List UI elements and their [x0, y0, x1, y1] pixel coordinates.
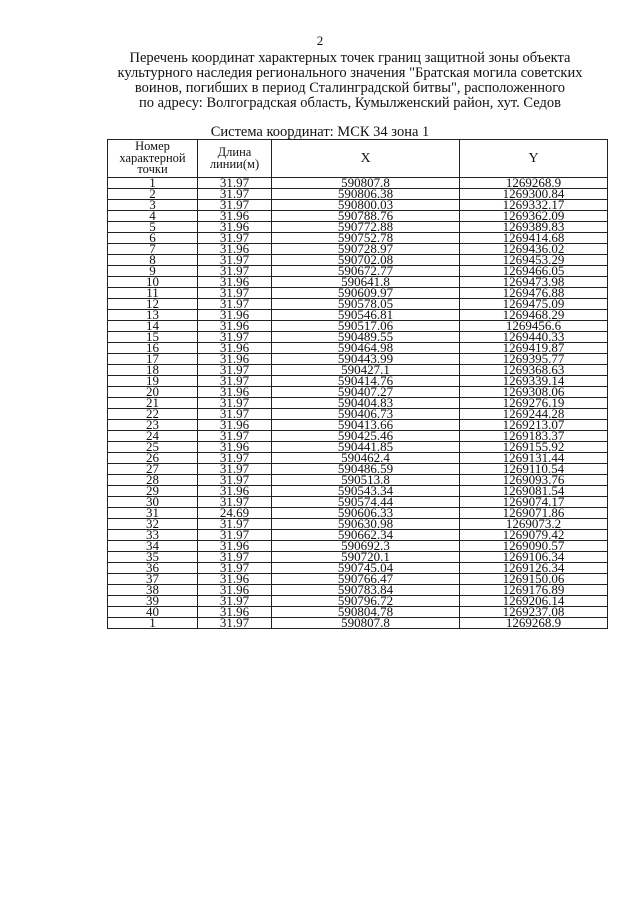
cell-line-length: 31.97	[198, 266, 272, 277]
cell-y: 1269476.88	[460, 288, 608, 299]
cell-line-length: 31.97	[198, 398, 272, 409]
cell-x: 590702.08	[272, 255, 460, 266]
cell-point-number: 19	[108, 376, 198, 387]
cell-line-length: 31.97	[198, 530, 272, 541]
cell-point-number: 10	[108, 277, 198, 288]
header-point-number: Номер характерной точки	[108, 140, 198, 178]
cell-y: 1269440.33	[460, 332, 608, 343]
table-row	[108, 574, 608, 585]
cell-x: 590752.78	[272, 233, 460, 244]
title-line: по адресу: Волгоградская область, Кумылженский район, хут. Седов	[139, 95, 561, 111]
cell-point-number: 34	[108, 541, 198, 552]
cell-point-number: 4	[108, 211, 198, 222]
cell-line-length: 31.97	[198, 618, 272, 629]
cell-line-length: 31.96	[198, 244, 272, 255]
cell-y: 1269110.54	[460, 464, 608, 475]
cell-y: 1269183.37	[460, 431, 608, 442]
cell-point-number: 2	[108, 189, 198, 200]
cell-point-number: 3	[108, 200, 198, 211]
cell-line-length: 31.96	[198, 222, 272, 233]
table-row	[108, 486, 608, 497]
cell-y: 1269419.87	[460, 343, 608, 354]
table-row	[108, 310, 608, 321]
cell-line-length: 31.96	[198, 486, 272, 497]
cell-y: 1269473.98	[460, 277, 608, 288]
cell-x: 590692.3	[272, 541, 460, 552]
cell-x: 590443.99	[272, 354, 460, 365]
table-row	[108, 442, 608, 453]
cell-line-length: 31.97	[198, 178, 272, 189]
cell-point-number: 35	[108, 552, 198, 563]
table-row	[108, 343, 608, 354]
cell-line-length: 31.96	[198, 354, 272, 365]
cell-point-number: 36	[108, 563, 198, 574]
table-row	[108, 519, 608, 530]
cell-line-length: 31.96	[198, 607, 272, 618]
table-row	[108, 354, 608, 365]
cell-line-length: 31.96	[198, 585, 272, 596]
cell-x: 590574.44	[272, 497, 460, 508]
cell-point-number: 16	[108, 343, 198, 354]
cell-y: 1269093.76	[460, 475, 608, 486]
cell-x: 590662.34	[272, 530, 460, 541]
cell-point-number: 15	[108, 332, 198, 343]
cell-point-number: 25	[108, 442, 198, 453]
cell-x: 590606.33	[272, 508, 460, 519]
cell-point-number: 1	[108, 178, 198, 189]
table-row	[108, 596, 608, 607]
table-row	[108, 233, 608, 244]
cell-point-number: 20	[108, 387, 198, 398]
table-row	[108, 464, 608, 475]
cell-line-length: 31.96	[198, 277, 272, 288]
title-line: Перечень координат характерных точек границ защитной зоны объекта	[129, 50, 571, 66]
cell-x: 590745.04	[272, 563, 460, 574]
cell-line-length: 31.97	[198, 431, 272, 442]
cell-line-length: 31.97	[198, 409, 272, 420]
cell-x: 590806.38	[272, 189, 460, 200]
cell-line-length: 31.96	[198, 541, 272, 552]
cell-point-number: 17	[108, 354, 198, 365]
cell-y: 1269276.19	[460, 398, 608, 409]
title-line: культурного наследия регионального значения "Братская могила советских	[117, 65, 583, 81]
cell-y: 1269436.02	[460, 244, 608, 255]
cell-x: 590630.98	[272, 519, 460, 530]
table-row	[108, 585, 608, 596]
cell-line-length: 31.97	[198, 453, 272, 464]
cell-y: 1269131.44	[460, 453, 608, 464]
table-row	[108, 453, 608, 464]
cell-x: 590406.73	[272, 409, 460, 420]
cell-point-number: 31	[108, 508, 198, 519]
cell-point-number: 38	[108, 585, 198, 596]
cell-point-number: 23	[108, 420, 198, 431]
cell-x: 590464.98	[272, 343, 460, 354]
cell-line-length: 31.97	[198, 299, 272, 310]
cell-y: 1269362.09	[460, 211, 608, 222]
table-row	[108, 200, 608, 211]
table-row	[108, 266, 608, 277]
cell-x: 590441.85	[272, 442, 460, 453]
document-title	[90, 51, 610, 111]
cell-line-length: 31.97	[198, 475, 272, 486]
cell-y: 1269308.06	[460, 387, 608, 398]
cell-x: 590413.66	[272, 420, 460, 431]
cell-point-number: 18	[108, 365, 198, 376]
cell-point-number: 39	[108, 596, 198, 607]
cell-y: 1269456.6	[460, 321, 608, 332]
cell-line-length: 31.96	[198, 420, 272, 431]
table-row	[108, 365, 608, 376]
table-row	[108, 530, 608, 541]
header-line-length: Длина линии(м)	[198, 140, 272, 178]
table-body	[108, 178, 608, 629]
cell-line-length: 31.97	[198, 376, 272, 387]
table-row	[108, 618, 608, 629]
table-row	[108, 321, 608, 332]
cell-line-length: 31.96	[198, 442, 272, 453]
cell-x: 590414.76	[272, 376, 460, 387]
cell-y: 1269126.34	[460, 563, 608, 574]
cell-y: 1269155.92	[460, 442, 608, 453]
cell-x: 590788.76	[272, 211, 460, 222]
cell-point-number: 32	[108, 519, 198, 530]
cell-point-number: 24	[108, 431, 198, 442]
cell-line-length: 31.97	[198, 552, 272, 563]
table-row	[108, 255, 608, 266]
cell-x: 590543.34	[272, 486, 460, 497]
cell-y: 1269074.17	[460, 497, 608, 508]
cell-point-number: 6	[108, 233, 198, 244]
cell-x: 590766.47	[272, 574, 460, 585]
cell-line-length: 31.97	[198, 233, 272, 244]
table-row	[108, 431, 608, 442]
table-row	[108, 332, 608, 343]
cell-line-length: 31.96	[198, 574, 272, 585]
cell-x: 590489.55	[272, 332, 460, 343]
cell-line-length: 31.96	[198, 211, 272, 222]
table-row	[108, 189, 608, 200]
table-row	[108, 409, 608, 420]
cell-line-length: 31.97	[198, 497, 272, 508]
cell-point-number: 13	[108, 310, 198, 321]
cell-point-number: 37	[108, 574, 198, 585]
header-x: X	[272, 140, 460, 178]
cell-point-number: 1	[108, 618, 198, 629]
cell-point-number: 5	[108, 222, 198, 233]
cell-x: 590672.77	[272, 266, 460, 277]
cell-line-length: 31.96	[198, 387, 272, 398]
cell-y: 1269090.57	[460, 541, 608, 552]
title-line: воинов, погибших в период Сталинградской битвы", расположенного	[134, 80, 566, 96]
table-row	[108, 508, 608, 519]
table-row	[108, 299, 608, 310]
cell-y: 1269079.42	[460, 530, 608, 541]
coordinates-table	[107, 139, 608, 629]
cell-y: 1269453.29	[460, 255, 608, 266]
cell-x: 590800.03	[272, 200, 460, 211]
coordinate-system-caption: Система координат: МСК 34 зона 1	[210, 124, 430, 140]
table-row	[108, 475, 608, 486]
table-row	[108, 244, 608, 255]
cell-line-length: 31.97	[198, 189, 272, 200]
cell-y: 1269389.83	[460, 222, 608, 233]
cell-x: 590807.8	[272, 178, 460, 189]
cell-line-length: 31.97	[198, 365, 272, 376]
cell-point-number: 29	[108, 486, 198, 497]
cell-point-number: 40	[108, 607, 198, 618]
table-row	[108, 387, 608, 398]
cell-point-number: 33	[108, 530, 198, 541]
cell-point-number: 26	[108, 453, 198, 464]
header-y: Y	[460, 140, 608, 178]
cell-line-length: 31.97	[198, 596, 272, 607]
table-row	[108, 607, 608, 618]
cell-x: 590720.1	[272, 552, 460, 563]
cell-y: 1269395.77	[460, 354, 608, 365]
cell-point-number: 21	[108, 398, 198, 409]
cell-y: 1269213.07	[460, 420, 608, 431]
cell-line-length: 31.96	[198, 343, 272, 354]
table-row	[108, 541, 608, 552]
cell-line-length: 31.97	[198, 563, 272, 574]
cell-x: 590427.1	[272, 365, 460, 376]
cell-y: 1269268.9	[460, 618, 608, 629]
table-row	[108, 178, 608, 189]
cell-line-length: 24.69	[198, 508, 272, 519]
table-row	[108, 398, 608, 409]
cell-y: 1269071.86	[460, 508, 608, 519]
cell-x: 590462.4	[272, 453, 460, 464]
cell-y: 1269339.14	[460, 376, 608, 387]
cell-point-number: 27	[108, 464, 198, 475]
cell-y: 1269300.84	[460, 189, 608, 200]
cell-line-length: 31.97	[198, 519, 272, 530]
cell-x: 590425.46	[272, 431, 460, 442]
cell-x: 590546.81	[272, 310, 460, 321]
cell-line-length: 31.97	[198, 255, 272, 266]
cell-y: 1269368.63	[460, 365, 608, 376]
table-row	[108, 497, 608, 508]
cell-line-length: 31.96	[198, 321, 272, 332]
cell-x: 590641.8	[272, 277, 460, 288]
cell-y: 1269237.08	[460, 607, 608, 618]
cell-x: 590578.05	[272, 299, 460, 310]
cell-x: 590404.83	[272, 398, 460, 409]
cell-x: 590807.8	[272, 618, 460, 629]
cell-x: 590609.97	[272, 288, 460, 299]
cell-line-length: 31.97	[198, 200, 272, 211]
cell-point-number: 8	[108, 255, 198, 266]
cell-point-number: 14	[108, 321, 198, 332]
cell-point-number: 22	[108, 409, 198, 420]
cell-y: 1269475.09	[460, 299, 608, 310]
cell-y: 1269150.06	[460, 574, 608, 585]
cell-x: 590728.97	[272, 244, 460, 255]
table-header-row	[108, 140, 608, 178]
cell-y: 1269466.05	[460, 266, 608, 277]
cell-y: 1269176.89	[460, 585, 608, 596]
cell-y: 1269332.17	[460, 200, 608, 211]
cell-y: 1269468.29	[460, 310, 608, 321]
cell-point-number: 7	[108, 244, 198, 255]
cell-y: 1269268.9	[460, 178, 608, 189]
cell-y: 1269106.34	[460, 552, 608, 563]
cell-x: 590517.06	[272, 321, 460, 332]
cell-y: 1269414.68	[460, 233, 608, 244]
table-row	[108, 277, 608, 288]
cell-x: 590513.8	[272, 475, 460, 486]
page-number: 2	[316, 33, 324, 48]
cell-point-number: 30	[108, 497, 198, 508]
cell-line-length: 31.97	[198, 332, 272, 343]
cell-y: 1269206.14	[460, 596, 608, 607]
cell-x: 590796.72	[272, 596, 460, 607]
table-row	[108, 563, 608, 574]
cell-y: 1269073.2	[460, 519, 608, 530]
cell-x: 590486.59	[272, 464, 460, 475]
table-row	[108, 420, 608, 431]
cell-point-number: 9	[108, 266, 198, 277]
table-row	[108, 211, 608, 222]
cell-y: 1269081.54	[460, 486, 608, 497]
cell-line-length: 31.96	[198, 310, 272, 321]
cell-x: 590772.88	[272, 222, 460, 233]
cell-point-number: 11	[108, 288, 198, 299]
cell-line-length: 31.97	[198, 464, 272, 475]
cell-point-number: 28	[108, 475, 198, 486]
cell-line-length: 31.97	[198, 288, 272, 299]
table-row	[108, 288, 608, 299]
cell-x: 590804.78	[272, 607, 460, 618]
cell-point-number: 12	[108, 299, 198, 310]
cell-y: 1269244.28	[460, 409, 608, 420]
cell-x: 590407.27	[272, 387, 460, 398]
table-row	[108, 376, 608, 387]
cell-x: 590783.84	[272, 585, 460, 596]
table-row	[108, 552, 608, 563]
table-row	[108, 222, 608, 233]
